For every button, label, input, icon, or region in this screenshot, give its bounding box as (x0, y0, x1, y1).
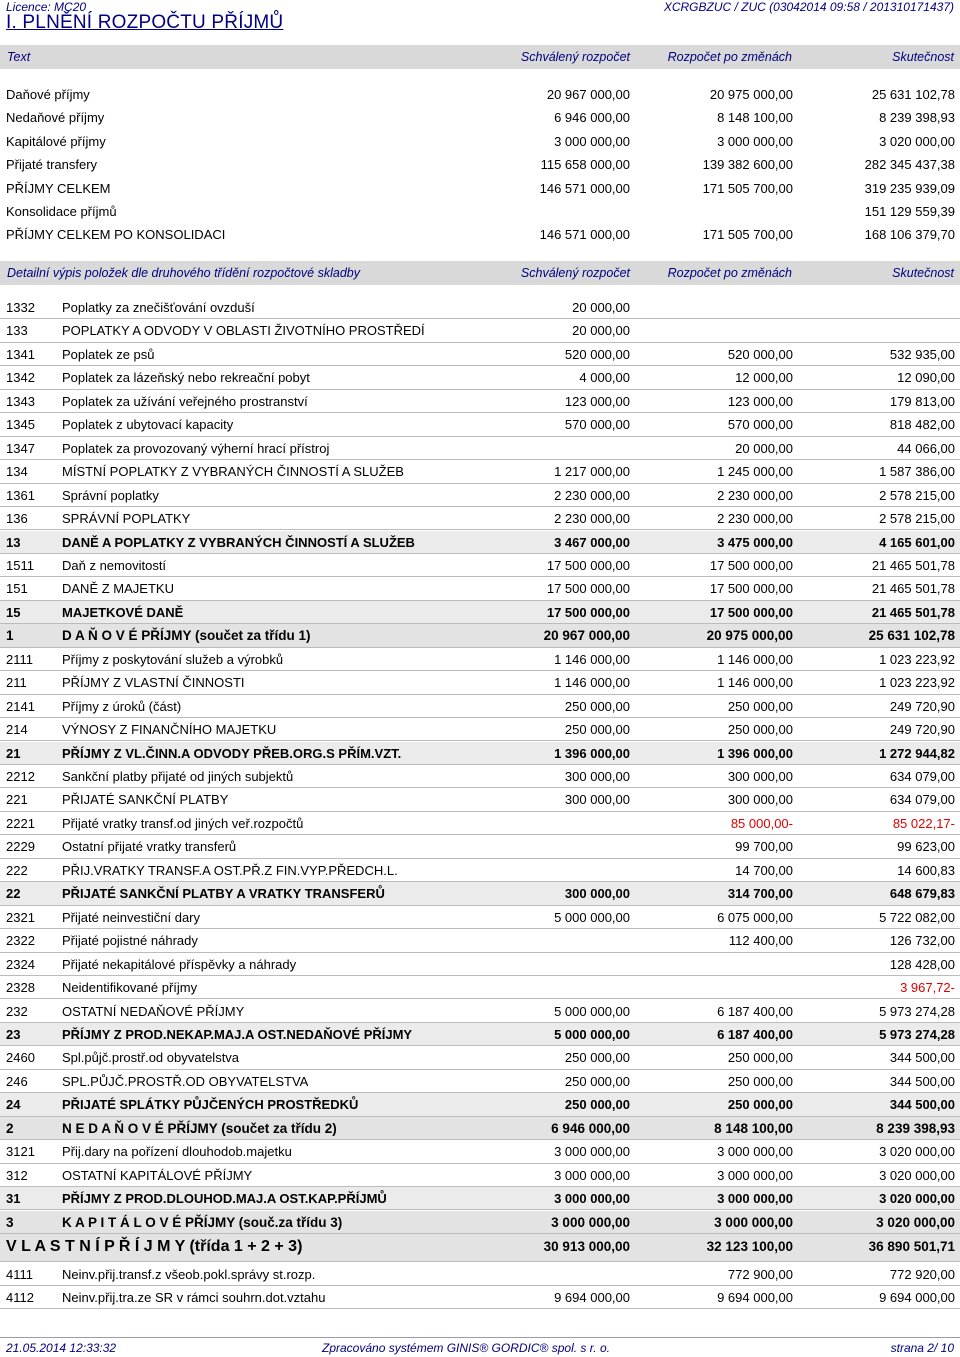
summary-row (0, 178, 960, 201)
table-row (0, 484, 960, 507)
row-name: PŘÍJMY Z VLASTNÍ ČINNOSTI (62, 675, 245, 691)
table-row (0, 460, 960, 483)
row-code: 2111 (6, 651, 33, 667)
row-actual: 532 935,00 (889, 346, 955, 362)
row-amended: 1 245 000,00 (717, 464, 793, 480)
row-actual: 249 720,90 (889, 698, 955, 714)
row-amended: 6 187 400,00 (717, 1003, 793, 1019)
summary-label: Daňové příjmy (6, 87, 90, 102)
summary-row (0, 131, 960, 154)
row-name: DANĚ A POPLATKY Z VYBRANÝCH ČINNOSTÍ A SLUŽEB (62, 534, 415, 550)
table-row (0, 390, 960, 413)
row-name: PŘIJ.VRATKY TRANSF.A OST.PŘ.Z FIN.VYP.PŘEDCH.L. (62, 862, 398, 878)
summary-actual: 3 020 000,00 (879, 133, 955, 149)
row-approved: 250 000,00 (564, 698, 630, 714)
row-code: 4112 (6, 1290, 34, 1306)
row-actual: 5 973 274,28 (879, 1026, 955, 1042)
row-approved: 1 146 000,00 (554, 675, 630, 691)
row-actual: 25 631 102,78 (868, 628, 955, 644)
row-code: 2324 (6, 956, 35, 972)
table-row (0, 695, 960, 718)
row-code: 1332 (6, 300, 35, 315)
table-row (0, 859, 960, 882)
summary-actual: 319 235 939,09 (864, 180, 955, 196)
row-amended: 1 146 000,00 (717, 675, 793, 691)
row-name: Přijaté pojistné náhrady (62, 933, 198, 949)
row-approved: 17 500 000,00 (546, 604, 630, 620)
row-name: Přijaté nekapitálové příspěvky a náhrady (62, 956, 297, 972)
row-actual: 128 428,00 (889, 956, 955, 972)
row-name: PŘIJATÉ SANKČNÍ PLATBY (62, 792, 229, 808)
row-name: PŘÍJMY Z PROD.NEKAP.MAJ.A OST.NEDAŇOVÉ PŘÍJMY (62, 1026, 413, 1042)
row-amended: 2 230 000,00 (717, 487, 793, 503)
summary-label: Konsolidace příjmů (6, 204, 117, 219)
licence-label: Licence: MC20 (6, 0, 87, 14)
row-name: Příjmy z poskytování služeb a výrobků (62, 651, 284, 667)
row-approved: 20 000,00 (572, 323, 630, 339)
table-row (0, 1140, 960, 1163)
table-row (0, 319, 960, 342)
table-row (0, 671, 960, 694)
row-amended: 3 000 000,00 (717, 1191, 793, 1207)
row-code: 1341 (6, 346, 35, 362)
row-actual: 9 694 000,00 (879, 1290, 955, 1306)
summary-amended: 20 975 000,00 (709, 87, 793, 102)
table-row (0, 1070, 960, 1093)
row-approved: 250 000,00 (564, 1073, 630, 1089)
summary-amended: 139 382 600,00 (702, 157, 793, 173)
row-amended: 1 146 000,00 (717, 651, 793, 667)
table-row (0, 624, 960, 647)
row-approved: 300 000,00 (564, 769, 630, 784)
row-name: Přij.dary na pořízení dlouhodob.majetku (62, 1144, 292, 1160)
row-approved: 5 000 000,00 (554, 909, 630, 925)
detail-header (0, 261, 960, 285)
row-actual: 3 020 000,00 (879, 1167, 955, 1183)
table-row (0, 1117, 960, 1140)
summary-actual: 151 129 559,39 (864, 204, 955, 219)
row-amended: 3 475 000,00 (717, 534, 793, 550)
row-approved: 3 467 000,00 (554, 534, 630, 550)
row-name: PŘÍJMY Z VL.ČINN.A ODVODY PŘEB.ORG.S PŘÍM.VZT. (62, 745, 402, 761)
row-amended: 570 000,00 (727, 417, 793, 433)
row-approved: 250 000,00 (564, 1097, 630, 1113)
row-name: Poplatek ze psů (62, 346, 155, 362)
table-row (0, 929, 960, 952)
row-amended: 20 000,00 (735, 440, 793, 456)
row-approved: 123 000,00 (564, 393, 630, 409)
row-actual: 772 920,00 (889, 1266, 955, 1282)
summary-header-approved: Schválený rozpočet (520, 50, 630, 64)
row-code: 1361 (6, 487, 35, 503)
summary-actual: 8 239 398,93 (879, 110, 955, 126)
row-approved: 300 000,00 (564, 886, 630, 902)
summary-approved: 20 967 000,00 (546, 87, 630, 102)
row-approved: 250 000,00 (564, 722, 630, 738)
row-name: K A P I T Á L O V É PŘÍJMY (souč.za třídu 3) (62, 1214, 343, 1230)
row-name: Přijaté neinvestiční dary (62, 909, 201, 925)
row-amended: 8 148 100,00 (714, 1120, 793, 1136)
row-code: 1343 (6, 393, 35, 409)
table-row (0, 1000, 960, 1023)
row-code: 22 (6, 886, 21, 902)
row-amended: 9 694 000,00 (717, 1290, 793, 1306)
row-code: 133 (6, 323, 28, 339)
row-actual: 2 578 215,00 (879, 487, 955, 503)
row-amended: 250 000,00 (727, 698, 793, 714)
summary-label: PŘÍJMY CELKEM PO KONSOLIDACI (6, 227, 226, 243)
row-code: 2328 (6, 980, 35, 996)
row-actual: 179 813,00 (889, 393, 955, 409)
table-row (0, 953, 960, 976)
row-amended: 20 975 000,00 (706, 628, 793, 644)
summary-header-actual: Skutečnost (892, 50, 954, 64)
summary-amended: 171 505 700,00 (702, 180, 793, 196)
detail-header-approved: Schválený rozpočet (520, 266, 630, 280)
row-approved: 3 000 000,00 (554, 1191, 630, 1207)
row-name: PŘÍJMY Z PROD.DLOUHOD.MAJ.A OST.KAP.PŘÍJMŮ (62, 1191, 387, 1207)
table-row (0, 296, 960, 319)
row-actual: 4 165 601,00 (879, 534, 955, 550)
row-approved: 17 500 000,00 (546, 581, 630, 597)
row-actual: 5 722 082,00 (879, 909, 955, 925)
row-amended: 250 000,00 (727, 1073, 793, 1089)
row-name: D A Ň O V É PŘÍJMY (součet za třídu 1) (62, 628, 311, 644)
row-actual: 12 090,00 (897, 370, 955, 386)
row-code: 232 (6, 1003, 28, 1019)
row-name: Neinv.přij.tra.ze SR v rámci souhrn.dot.vztahu (62, 1290, 326, 1306)
detail-header-actual: Skutečnost (892, 266, 954, 280)
row-name: PŘIJATÉ SPLÁTKY PŮJČENÝCH PROSTŘEDKŮ (62, 1097, 359, 1113)
row-code: 21 (6, 745, 21, 761)
detail-header-amended: Rozpočet po změnách (667, 266, 792, 280)
row-amended: 250 000,00 (727, 1050, 793, 1066)
row-name: Správní poplatky (62, 487, 159, 503)
row-approved: 2 230 000,00 (554, 511, 630, 527)
row-name: MÍSTNÍ POPLATKY Z VYBRANÝCH ČINNOSTÍ A SLUŽEB (62, 464, 404, 480)
row-code: 211 (6, 675, 27, 691)
row-name: POPLATKY A ODVODY V OBLASTI ŽIVOTNÍHO PROSTŘEDÍ (62, 323, 425, 339)
row-name: OSTATNÍ NEDAŇOVÉ PŘÍJMY (62, 1003, 245, 1019)
table-row (0, 1023, 960, 1046)
row-actual: 2 578 215,00 (879, 511, 955, 527)
row-approved: 1 146 000,00 (554, 651, 630, 667)
table-row (0, 648, 960, 671)
row-code: 214 (6, 722, 28, 738)
summary-row (0, 224, 960, 247)
row-code: 222 (6, 862, 28, 878)
row-actual: 36 890 501,71 (868, 1239, 955, 1254)
table-row (0, 1286, 960, 1309)
row-actual: 634 079,00 (889, 792, 955, 808)
detail-header-text: Detailní výpis položek dle druhového třídění rozpočtové skladby (7, 266, 360, 280)
row-approved: 9 694 000,00 (554, 1290, 630, 1306)
row-code: 3 (6, 1214, 14, 1230)
row-approved: 3 000 000,00 (551, 1214, 630, 1230)
row-code: 2321 (6, 909, 35, 925)
row-actual: 21 465 501,78 (871, 581, 955, 597)
row-amended: 17 500 000,00 (709, 557, 793, 573)
table-row (0, 765, 960, 788)
row-actual: 344 500,00 (889, 1050, 955, 1066)
summary-label: Přijaté transfery (6, 157, 98, 173)
row-actual: 344 500,00 (889, 1073, 955, 1089)
row-actual: 648 679,83 (889, 886, 955, 902)
row-code: 2212 (6, 769, 35, 784)
row-actual: 21 465 501,78 (871, 557, 955, 573)
row-approved: 5 000 000,00 (554, 1026, 630, 1042)
table-row (0, 812, 960, 835)
row-amended: 250 000,00 (727, 1097, 793, 1113)
row-amended: 3 000 000,00 (717, 1167, 793, 1183)
summary-approved: 146 571 000,00 (539, 227, 630, 243)
row-name: Poplatek za lázeňský nebo rekreační pobyt (62, 370, 310, 386)
summary-row (0, 107, 960, 130)
row-amended: 123 000,00 (727, 393, 793, 409)
row-actual: 1 023 223,92 (879, 651, 955, 667)
table-row (0, 976, 960, 999)
table-row (0, 906, 960, 929)
table-row (0, 601, 960, 624)
row-amended: 85 000,00- (730, 815, 793, 831)
table-row (0, 413, 960, 436)
row-actual: 21 465 501,78 (871, 604, 955, 620)
row-code: 1345 (6, 417, 35, 433)
row-actual: 1 272 944,82 (879, 745, 955, 761)
row-amended: 1 396 000,00 (717, 745, 793, 761)
row-amended: 300 000,00 (727, 792, 793, 808)
report-reference: XCRGBZUC / ZUC (03042014 09:58 / 201310171437) (663, 0, 954, 14)
row-code: 2141 (6, 698, 35, 714)
table-row (0, 1164, 960, 1187)
row-amended: 6 075 000,00 (717, 909, 793, 925)
row-amended: 12 000,00 (735, 370, 793, 386)
summary-header-amended: Rozpočet po změnách (667, 50, 792, 64)
summary-row (0, 154, 960, 177)
row-code: 2 (6, 1120, 14, 1136)
row-name: Spl.půjč.prostř.od obyvatelstva (62, 1050, 240, 1066)
row-approved: 2 230 000,00 (554, 487, 630, 503)
table-row (0, 343, 960, 366)
row-amended: 314 700,00 (727, 886, 793, 902)
row-code: 312 (6, 1167, 28, 1183)
table-row (0, 437, 960, 460)
table-row (0, 1187, 960, 1210)
summary-amended: 8 148 100,00 (717, 110, 793, 126)
page-title: I. PLNĚNÍ ROZPOČTU PŘÍJMŮ (6, 12, 284, 33)
summary-approved: 146 571 000,00 (539, 180, 630, 196)
summary-header (0, 45, 960, 69)
row-code: 1511 (6, 557, 34, 573)
row-code: 13 (6, 534, 21, 550)
footer-system: Zpracováno systémem GINIS® GORDIC® spol. s r. o. (322, 1341, 610, 1355)
table-row (0, 742, 960, 765)
row-actual: 14 600,83 (897, 862, 955, 878)
row-actual: 818 482,00 (889, 417, 955, 433)
row-amended: 17 500 000,00 (709, 581, 793, 597)
row-name: Poplatky za znečišťování ovzduší (62, 300, 255, 315)
row-name: Neidentifikované příjmy (62, 980, 198, 996)
row-code: 134 (6, 464, 28, 480)
row-amended: 3 000 000,00 (717, 1144, 793, 1160)
table-row (0, 1263, 960, 1286)
row-amended: 6 187 400,00 (717, 1026, 793, 1042)
row-approved: 20 967 000,00 (543, 628, 630, 644)
row-actual: 1 587 386,00 (879, 464, 955, 480)
row-actual: 3 967,72- (900, 980, 955, 996)
row-name: SPRÁVNÍ POPLATKY (62, 511, 191, 527)
row-name: Sankční platby přijaté od jiných subjektů (62, 769, 294, 784)
row-amended: 112 400,00 (728, 933, 793, 949)
row-name: MAJETKOVÉ DANĚ (62, 604, 184, 620)
summary-amended: 171 505 700,00 (702, 227, 793, 243)
row-actual: 3 020 000,00 (879, 1144, 955, 1160)
row-amended: 17 500 000,00 (709, 604, 793, 620)
footer-page-number: strana 2/ 10 (890, 1341, 954, 1355)
row-name: OSTATNÍ KAPITÁLOVÉ PŘÍJMY (62, 1167, 253, 1183)
row-amended: 3 000 000,00 (714, 1214, 793, 1230)
row-actual: 634 079,00 (889, 769, 955, 784)
row-code: 3121 (6, 1144, 35, 1160)
summary-actual: 168 106 379,70 (864, 227, 955, 243)
row-code: 24 (6, 1097, 21, 1113)
row-code: 15 (6, 604, 21, 620)
summary-label: PŘÍJMY CELKEM (6, 180, 111, 196)
row-approved: 1 217 000,00 (554, 464, 630, 480)
table-row (0, 718, 960, 741)
row-approved: 30 913 000,00 (543, 1239, 630, 1254)
row-name: Daň z nemovitostí (62, 557, 167, 573)
row-approved: 5 000 000,00 (554, 1003, 630, 1019)
row-code: 2229 (6, 839, 35, 855)
row-actual: 1 023 223,92 (879, 675, 955, 691)
table-row (0, 835, 960, 858)
row-actual: 249 720,90 (889, 722, 955, 738)
row-approved: 300 000,00 (564, 792, 630, 808)
row-actual: 99 623,00 (897, 839, 955, 855)
summary-approved: 3 000 000,00 (554, 133, 630, 149)
row-approved: 570 000,00 (564, 417, 630, 433)
row-approved: 3 000 000,00 (554, 1167, 630, 1183)
row-code: 31 (6, 1191, 21, 1207)
row-amended: 32 123 100,00 (706, 1239, 793, 1254)
table-row (0, 882, 960, 905)
row-approved: 3 000 000,00 (554, 1144, 630, 1160)
row-name: VÝNOSY Z FINANČNÍHO MAJETKU (62, 722, 277, 738)
row-actual: 3 020 000,00 (879, 1191, 955, 1207)
row-code: 2460 (6, 1050, 35, 1066)
row-code: 136 (6, 511, 28, 527)
summary-row (0, 201, 960, 224)
row-approved: 20 000,00 (572, 300, 630, 315)
row-code: 4111 (6, 1266, 33, 1282)
row-approved: 4 000,00 (579, 370, 630, 386)
row-name: Poplatek z ubytovací kapacity (62, 417, 234, 433)
table-row (0, 554, 960, 577)
table-row (0, 366, 960, 389)
row-amended: 250 000,00 (727, 722, 793, 738)
row-approved: 17 500 000,00 (546, 557, 630, 573)
grand-total-row (0, 1234, 960, 1262)
row-name: N E D A Ň O V É PŘÍJMY (součet za třídu 2) (62, 1120, 337, 1136)
row-code: 246 (6, 1073, 28, 1089)
row-name: DANĚ Z MAJETKU (62, 581, 174, 597)
row-amended: 2 230 000,00 (717, 511, 793, 527)
row-approved: 6 946 000,00 (551, 1120, 630, 1136)
row-approved: 1 396 000,00 (554, 745, 630, 761)
row-name: SPL.PŮJČ.PROSTŘ.OD OBYVATELSTVA (62, 1073, 309, 1089)
summary-row (0, 84, 960, 107)
row-actual: 85 022,17- (892, 815, 955, 831)
row-amended: 772 900,00 (727, 1266, 793, 1282)
row-amended: 14 700,00 (735, 862, 793, 878)
row-actual: 126 732,00 (889, 933, 955, 949)
page-footer (0, 1338, 960, 1356)
row-actual: 44 066,00 (897, 440, 955, 456)
table-row (0, 788, 960, 811)
summary-approved: 115 658 000,00 (540, 157, 630, 173)
row-name: Ostatní přijaté vratky transferů (62, 839, 237, 855)
row-name: Neinv.přij.transf.z všeob.pokl.správy st.rozp. (62, 1266, 316, 1282)
row-code: 2221 (6, 815, 35, 831)
row-code: V L A S T N Í P Ř Í J M Y (třída 1 + 2 + 3) (6, 1238, 303, 1255)
row-amended: 99 700,00 (735, 839, 793, 855)
summary-amended: 3 000 000,00 (717, 133, 793, 149)
summary-label: Nedaňové příjmy (6, 110, 105, 126)
row-code: 151 (6, 581, 28, 597)
table-row (0, 1093, 960, 1116)
row-name: Přijaté vratky transf.od jiných veř.rozpočtů (62, 815, 304, 831)
summary-label: Kapitálové příjmy (6, 133, 106, 149)
row-name: Příjmy z úroků (část) (62, 698, 182, 714)
row-amended: 520 000,00 (727, 346, 793, 362)
summary-header-text: Text (7, 50, 31, 64)
row-code: 1 (6, 628, 14, 644)
table-row (0, 577, 960, 600)
row-code: 1342 (6, 370, 35, 386)
table-row (0, 1211, 960, 1234)
summary-approved: 6 946 000,00 (554, 110, 630, 126)
row-actual: 8 239 398,93 (876, 1120, 955, 1136)
row-approved: 250 000,00 (564, 1050, 630, 1066)
table-row (0, 531, 960, 554)
row-name: PŘIJATÉ SANKČNÍ PLATBY A VRATKY TRANSFERŮ (62, 886, 385, 902)
row-code: 2322 (6, 933, 35, 949)
row-actual: 344 500,00 (889, 1097, 955, 1113)
row-name: Poplatek za provozovaný výherní hrací přístroj (62, 440, 330, 456)
row-actual: 3 020 000,00 (876, 1214, 955, 1230)
row-approved: 520 000,00 (564, 346, 630, 362)
table-row (0, 507, 960, 530)
row-amended: 300 000,00 (727, 769, 793, 784)
row-code: 1347 (6, 440, 35, 456)
footer-date: 21.05.2014 12:33:32 (6, 1341, 117, 1355)
row-actual: 5 973 274,28 (879, 1003, 955, 1019)
table-row (0, 1046, 960, 1069)
row-code: 221 (6, 792, 28, 808)
row-code: 23 (6, 1026, 21, 1042)
row-name: Poplatek za užívání veřejného prostranství (62, 393, 308, 409)
summary-actual: 282 345 437,38 (864, 157, 955, 173)
summary-actual: 25 631 102,78 (871, 87, 955, 102)
